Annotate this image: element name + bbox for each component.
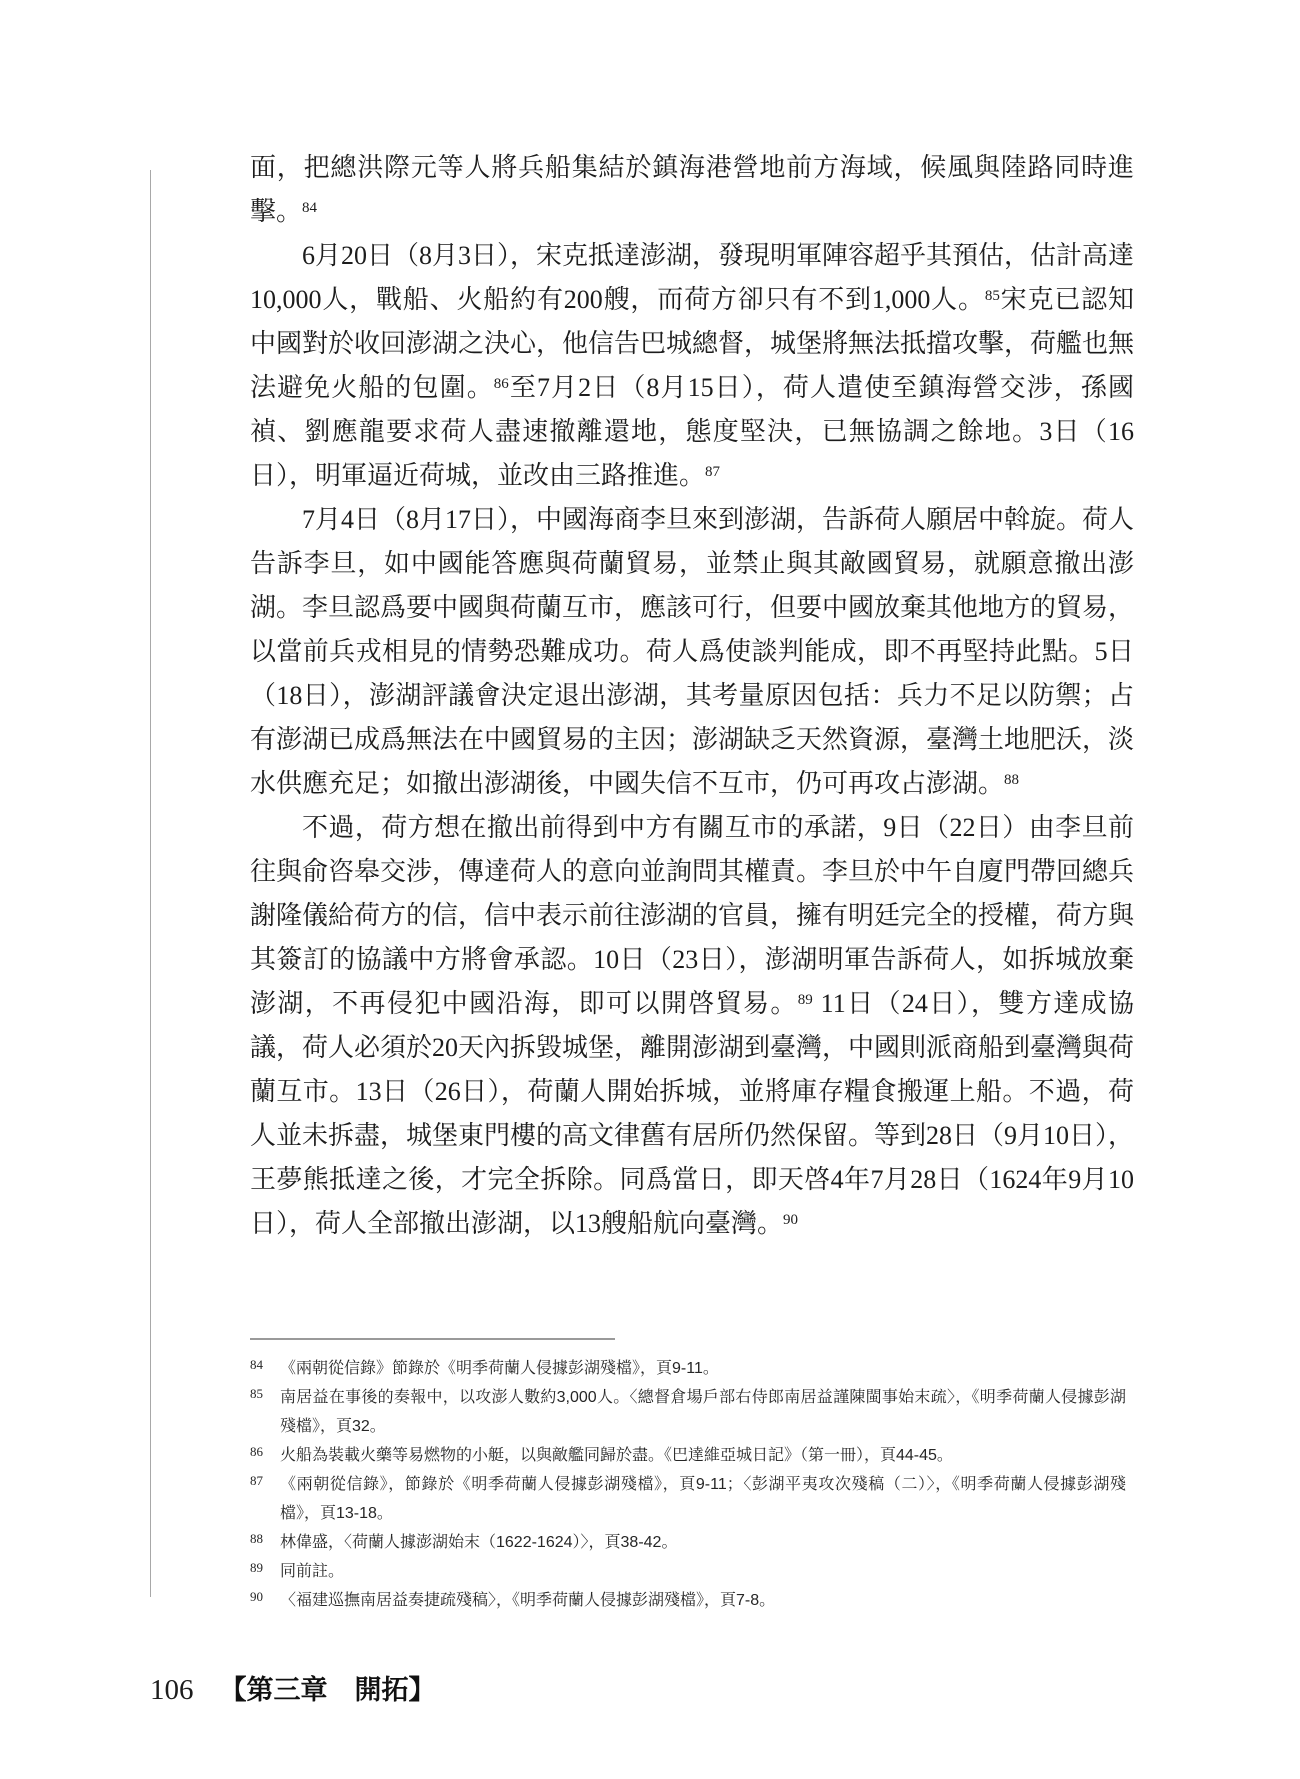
footnote-ref: 84 [302, 200, 318, 216]
paragraph: 不過，荷方想在撤出前得到中方有關互市的承諾，9日（22日）由李旦前往與俞咨皋交涉，傳達荷人的意向並詢問其權責。李旦於中午自廈門帶回總兵謝隆儀給荷方的信，信中表示前往澎湖的官員，擁有明廷完全的授權，荷方與其簽訂的協議中方將會承認。10日（23日），澎湖明軍告訴荷人，如拆城放棄澎湖，不再侵犯中國沿海，即可以開啓貿易。$^{89}$ 11日（24日），雙方達成協議，荷人必須於20天內拆毀城堡，離開澎湖到臺灣，中國則派商船到臺灣與荷蘭互市。13日（26日），荷蘭人開始拆城，並將庫存糧食搬運上船。不過，荷人並未拆盡，城堡東門樓的高文律舊有居所仍然保留。等到28日（9月10日），王夢熊抵達之後，才完全拆除。同爲當日，即天啓4年7月28日（1624年9月10日），荷人全部撤出澎湖，以13艘船航向臺灣。$^{90}$ [250, 813, 1135, 1238]
footnote-number: 90 [250, 1589, 263, 1604]
footnote-item [250, 1586, 1126, 1615]
footnote-text: 〈福建巡撫南居益奏捷疏殘稿〉，《明季荷蘭人侵據彭湖殘檔》，頁7-8。 [280, 1592, 776, 1609]
footnote-area [250, 1338, 1126, 1615]
footnote-item [250, 1383, 1126, 1441]
footnote-ref: 87 [705, 464, 721, 480]
footnote-separator [250, 1338, 615, 1340]
footnote-number: 85 [250, 1386, 263, 1401]
margin-rule [150, 170, 151, 1597]
footnote-number: 87 [250, 1473, 263, 1488]
chapter-title: 【第三章 開拓】 [219, 1675, 436, 1705]
body-text [250, 146, 1134, 1246]
footnote-text: 《兩朝從信錄》節錄於《明季荷蘭人侵據彭湖殘檔》，頁9-11。 [280, 1360, 719, 1377]
footnote-text: 南居益在事後的奏報中，以攻澎人數約3,000人。〈總督倉場戶部右侍郎南居益謹陳閩事始末疏〉，《明季荷蘭人侵據彭湖殘檔》，頁32。 [280, 1389, 1126, 1435]
footnote-ref: 90 [783, 1212, 799, 1228]
footnote-item [250, 1557, 1126, 1586]
footnote-ref: 85 [984, 288, 1000, 304]
paragraph: 6月20日（8月3日），宋克抵達澎湖，發現明軍陣容超乎其預估，估計高達10,000人，戰船、火船約有200艘，而荷方卻只有不到1,000人。$^{85}$宋克已認知中國對於收回澎湖之決心，他信告巴城總督，城堡將無法抵擋攻擊，荷艦也無法避免火船的包圍。$^{86}$至7月2日（8月15日），荷人遣使至鎮海營交涉，孫國禎、劉應龍要求荷人盡速撤離還地，態度堅決，已無協調之餘地。3日（16日），明軍逼近荷城，並改由三路推進。$^{87}$ [250, 241, 1135, 490]
paragraph: 面，把總洪際元等人將兵船集結於鎮海港營地前方海域，候風與陸路同時進擊。$^{84}$ [250, 153, 1134, 226]
footnote-ref: 86 [493, 376, 509, 392]
footnote-number: 88 [250, 1531, 263, 1546]
footnotes-list [250, 1354, 1126, 1615]
footnote-text: 同前註。 [280, 1563, 345, 1580]
paragraph: 7月4日（8月17日），中國海商李旦來到澎湖，告訴荷人願居中斡旋。荷人告訴李旦，如中國能答應與荷蘭貿易，並禁止與其敵國貿易，就願意撤出澎湖。李旦認爲要中國與荷蘭互市，應該可行，但要中國放棄其他地方的貿易，以當前兵戎相見的情勢恐難成功。荷人爲使談判能成，即不再堅持此點。5日（18日），澎湖評議會決定退出澎湖，其考量原因包括：兵力不足以防禦；占有澎湖已成爲無法在中國貿易的主因；澎湖缺乏天然資源，臺灣土地肥沃，淡水供應充足；如撤出澎湖後，中國失信不互市，仍可再攻占澎湖。$^{88}$ [250, 505, 1135, 798]
footnote-text: 林偉盛，〈荷蘭人據澎湖始末（1622-1624）〉，頁38-42。 [280, 1534, 678, 1551]
page-number: 106 [150, 1674, 194, 1706]
footnote-item [250, 1441, 1126, 1470]
footnote-item [250, 1354, 1126, 1383]
footnote-item [250, 1470, 1126, 1528]
footnote-number: 89 [250, 1560, 263, 1575]
footnote-number: 86 [250, 1444, 263, 1459]
footnote-text: 火船為裝載火藥等易燃物的小艇，以與敵艦同歸於盡。《巴達維亞城日記》（第一冊），頁44-45。 [280, 1447, 953, 1464]
footnote-item [250, 1528, 1126, 1557]
footnote-ref: 88 [1004, 772, 1020, 788]
footnote-text: 《兩朝從信錄》，節錄於《明季荷蘭人侵據彭湖殘檔》，頁9-11；〈彭湖平夷攻次殘稿（二）〉，《明季荷蘭人侵據彭湖殘檔》，頁13-18。 [280, 1476, 1126, 1522]
footnote-ref: 89 [797, 992, 813, 1008]
footnote-number: 84 [250, 1357, 263, 1372]
page-footer [150, 1668, 436, 1707]
